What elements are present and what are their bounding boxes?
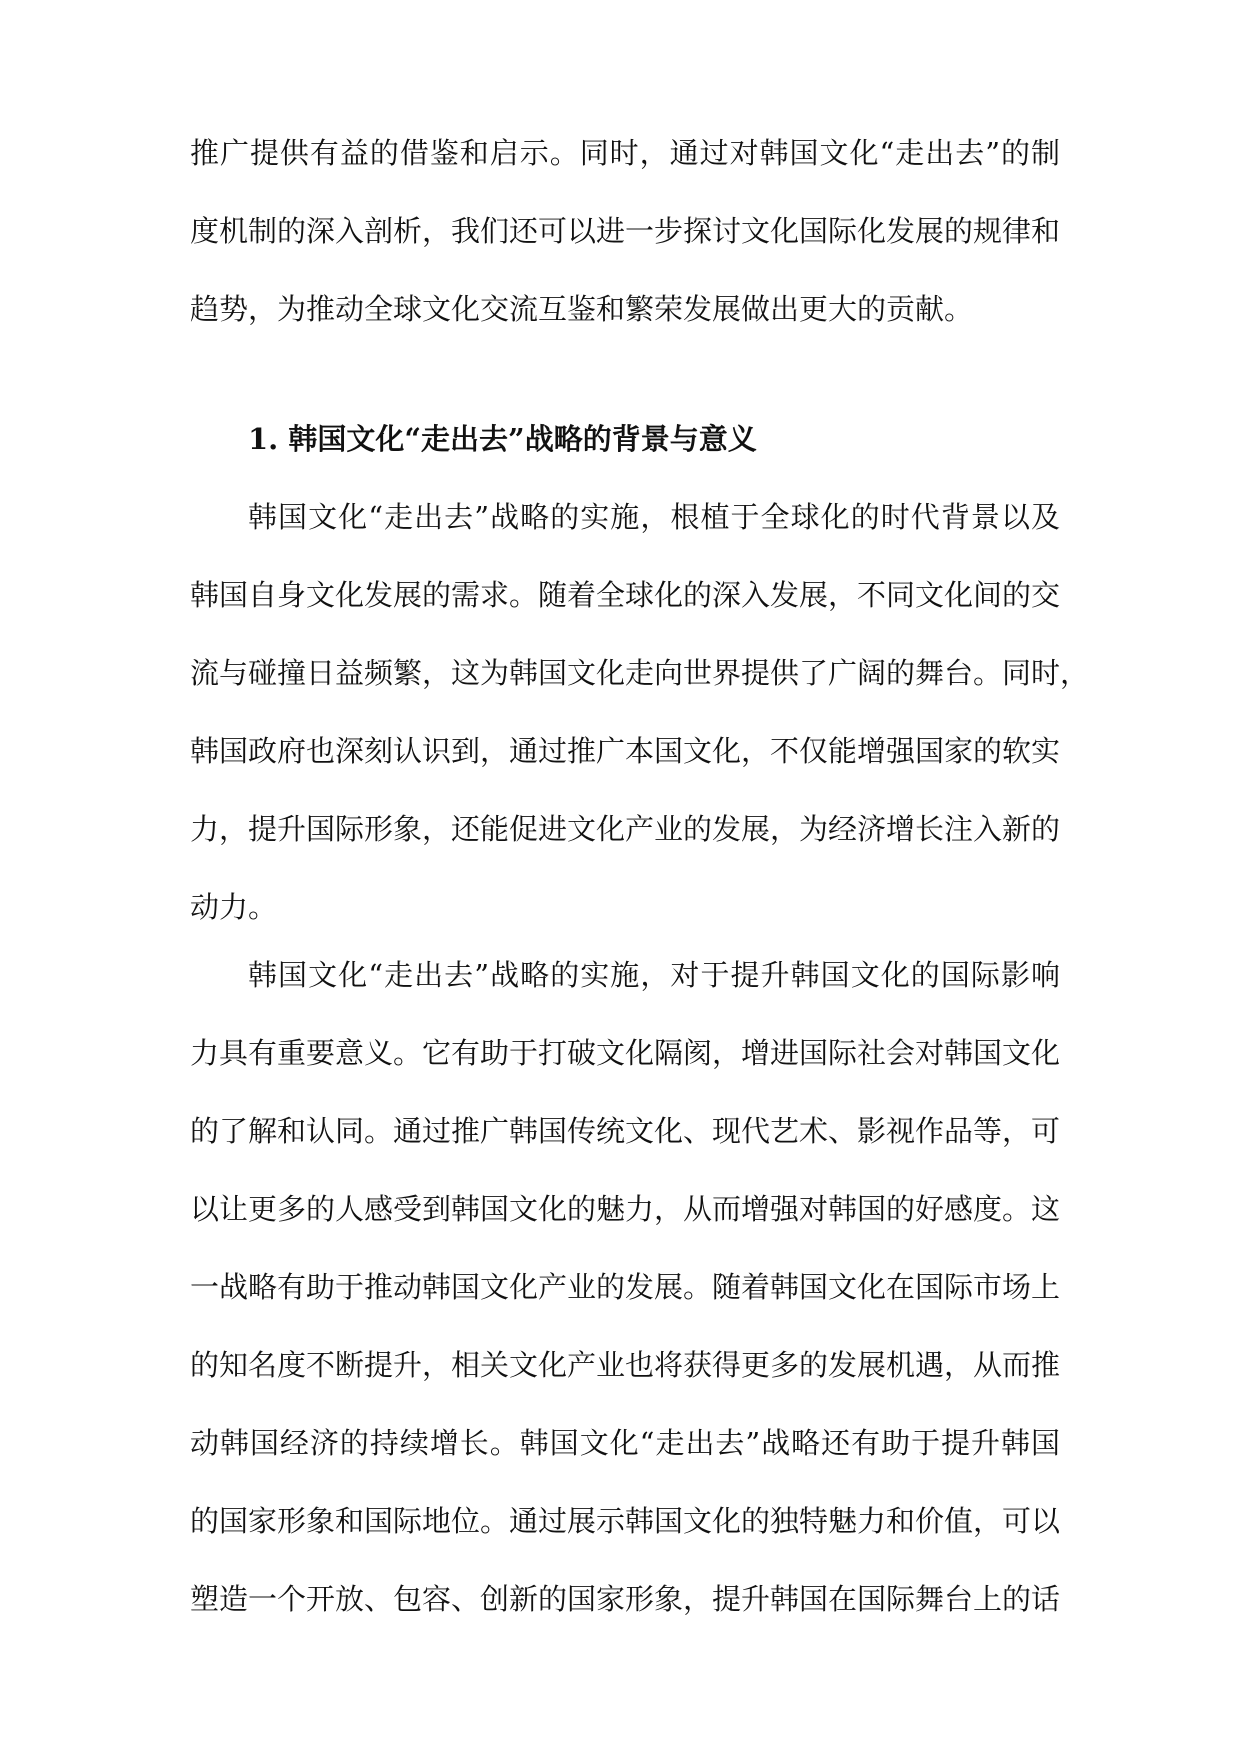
paragraph-line: 一战略有助于推动韩国文化产业的发展。随着韩国文化在国际市场上	[190, 1270, 1061, 1304]
paragraph-line: 力具有重要意义。它有助于打破文化隔阂，增进国际社会对韩国文化	[190, 1036, 1061, 1070]
paragraph-line: 韩国文化“走出去”战略的实施，根植于全球化的时代背景以及	[248, 500, 1060, 534]
paragraph-line: 动韩国经济的持续增长。韩国文化“走出去”战略还有助于提升韩国	[190, 1426, 1060, 1460]
paragraph-line: 塑造一个开放、包容、创新的国家形象，提升韩国在国际舞台上的话	[190, 1582, 1061, 1616]
paragraph-line: 韩国文化“走出去”战略的实施，对于提升韩国文化的国际影响	[248, 958, 1060, 992]
paragraph-line: 的知名度不断提升，相关文化产业也将获得更多的发展机遇，从而推	[190, 1348, 1061, 1382]
paragraph-line: 趋势，为推动全球文化交流互鉴和繁荣发展做出更大的贡献。	[190, 292, 974, 326]
paragraph-line: 韩国自身文化发展的需求。随着全球化的深入发展，不同文化间的交	[190, 578, 1061, 612]
paragraph-line: 的国家形象和国际地位。通过展示韩国文化的独特魅力和价值，可以	[190, 1504, 1061, 1538]
section-heading: 1. 韩国文化“走出去”战略的背景与意义	[248, 422, 757, 456]
paragraph-line: 度机制的深入剖析，我们还可以进一步探讨文化国际化发展的规律和	[190, 214, 1061, 248]
paragraph-background	[190, 478, 1090, 946]
paragraph-significance	[190, 936, 1060, 1638]
paragraph-line: 力，提升国际形象，还能促进文化产业的发展，为经济增长注入新的	[190, 812, 1061, 846]
paragraph-line: 的了解和认同。通过推广韩国传统文化、现代艺术、影视作品等，可	[190, 1114, 1061, 1148]
paragraph-line: 韩国政府也深刻认识到，通过推广本国文化，不仅能增强国家的软实	[190, 734, 1061, 768]
paragraph-line: 动力。	[190, 890, 278, 924]
paragraph-line: 流与碰撞日益频繁，这为韩国文化走向世界提供了广阔的舞台。同时，	[190, 656, 1090, 690]
paragraph-line: 推广提供有益的借鉴和启示。同时，通过对韩国文化“走出去”的制	[190, 136, 1060, 170]
paragraph-line: 以让更多的人感受到韩国文化的魅力，从而增强对韩国的好感度。这	[190, 1192, 1061, 1226]
intro-paragraph	[190, 114, 1060, 348]
